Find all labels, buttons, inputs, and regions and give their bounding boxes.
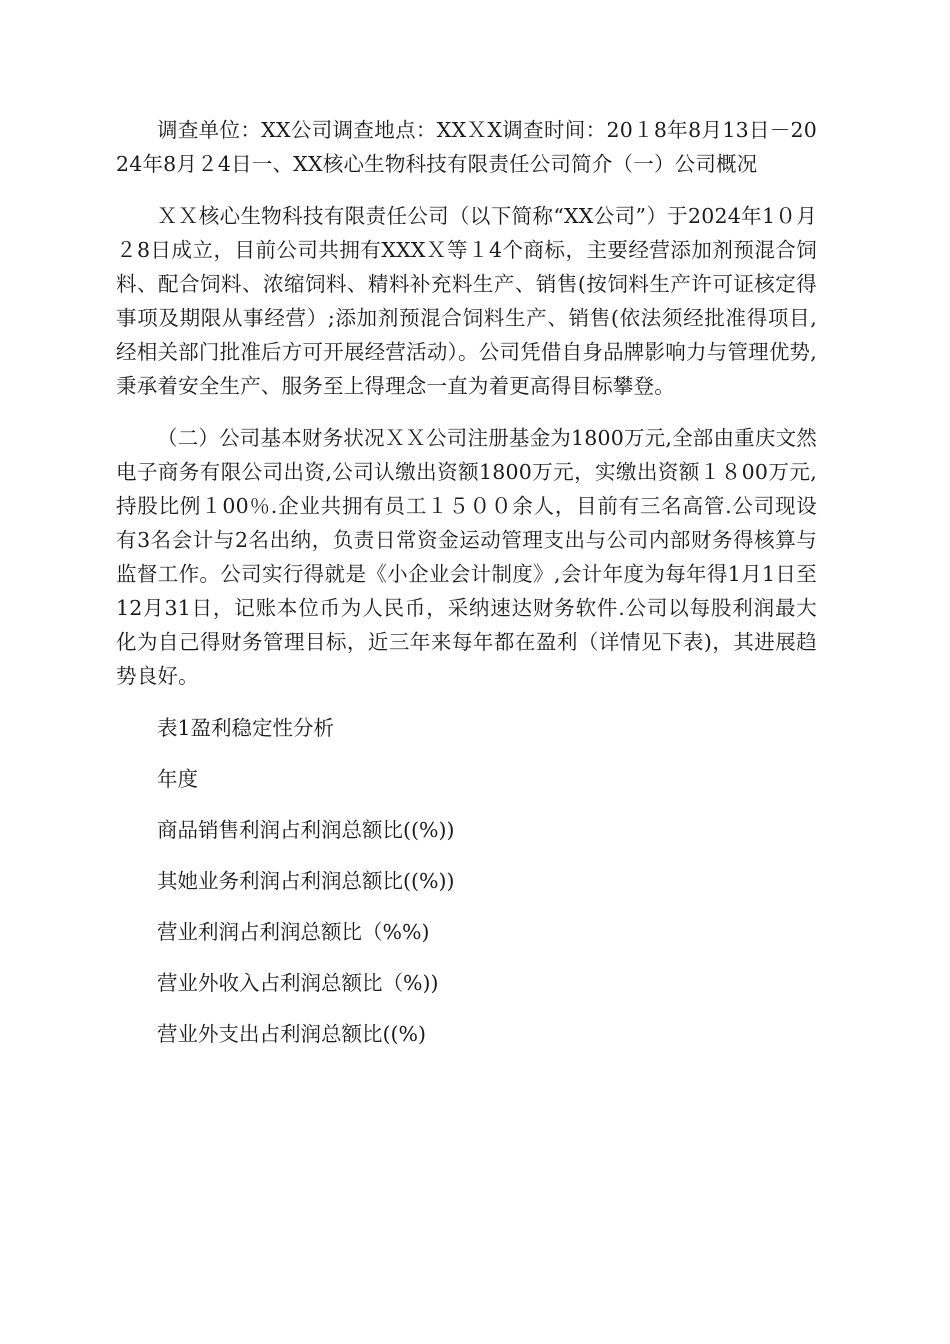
table-row-label-year: 年度 (157, 767, 198, 791)
table-caption: 表1盈利稳定性分析 (157, 716, 335, 740)
table-row-label-non-operating-expense: 营业外支出占利润总额比((%) (157, 1022, 426, 1046)
company-overview-paragraph: ＸＸ核心生物科技有限责任公司（以下简称“XX公司”）于2024年1０月２8日成立，目前公司共拥有XXXＸ等１4个商标，主要经营添加剂预混合饲料、配合饲料、浓缩饲料、精料补充料生产、销售(按饲料生产许可证核定得事项及期限从事经营）;添加剂预混合饲料生产、销售(依法须经批准得项目,经相关部门批准后方可开展经营活动）。公司凭借自身品牌影响力与管理优势,秉承着安全生产、服务至上得理念一直为着更高得目标攀登。 (116, 204, 817, 398)
financial-status-paragraph: （二）公司基本财务状况ＸＸ公司注册基金为1800万元,全部由重庆文然电子商务有限公司出资,公司认缴出资额1800万元，实缴出资额１８00万元,持股比例１00％.企业共拥有员工１５００余人，目前有三名高管.公司现设有3名会计与2名出纳，负责日常资金运动管理支出与公司内部财务得核算与监督工作。公司实行得就是《小企业会计制度》,会计年度为每年得1月1日至12月31日，记账本位币为人民币，采纳速达财务软件.公司以每股利润最大化为自己得财务管理目标，近三年来每年都在盈利（详情见下表)，其进展趋势良好。 (116, 426, 817, 688)
table-row-label-operating-profit: 营业利润占利润总额比（%%) (157, 920, 430, 944)
table-row-label-non-operating-income: 营业外收入占利润总额比（%)) (157, 971, 439, 995)
table-row-label-other-profit: 其她业务利润占利润总额比((%)) (157, 869, 455, 893)
intro-paragraph: 调查单位：XX公司调查地点：XXＸX调查时间：20１8年8月13日－2024年8月２4日一、XX核心生物科技有限责任公司简介（一）公司概况 (116, 118, 817, 176)
table-row-label-sales-profit: 商品销售利润占利润总额比((%)) (157, 818, 455, 842)
